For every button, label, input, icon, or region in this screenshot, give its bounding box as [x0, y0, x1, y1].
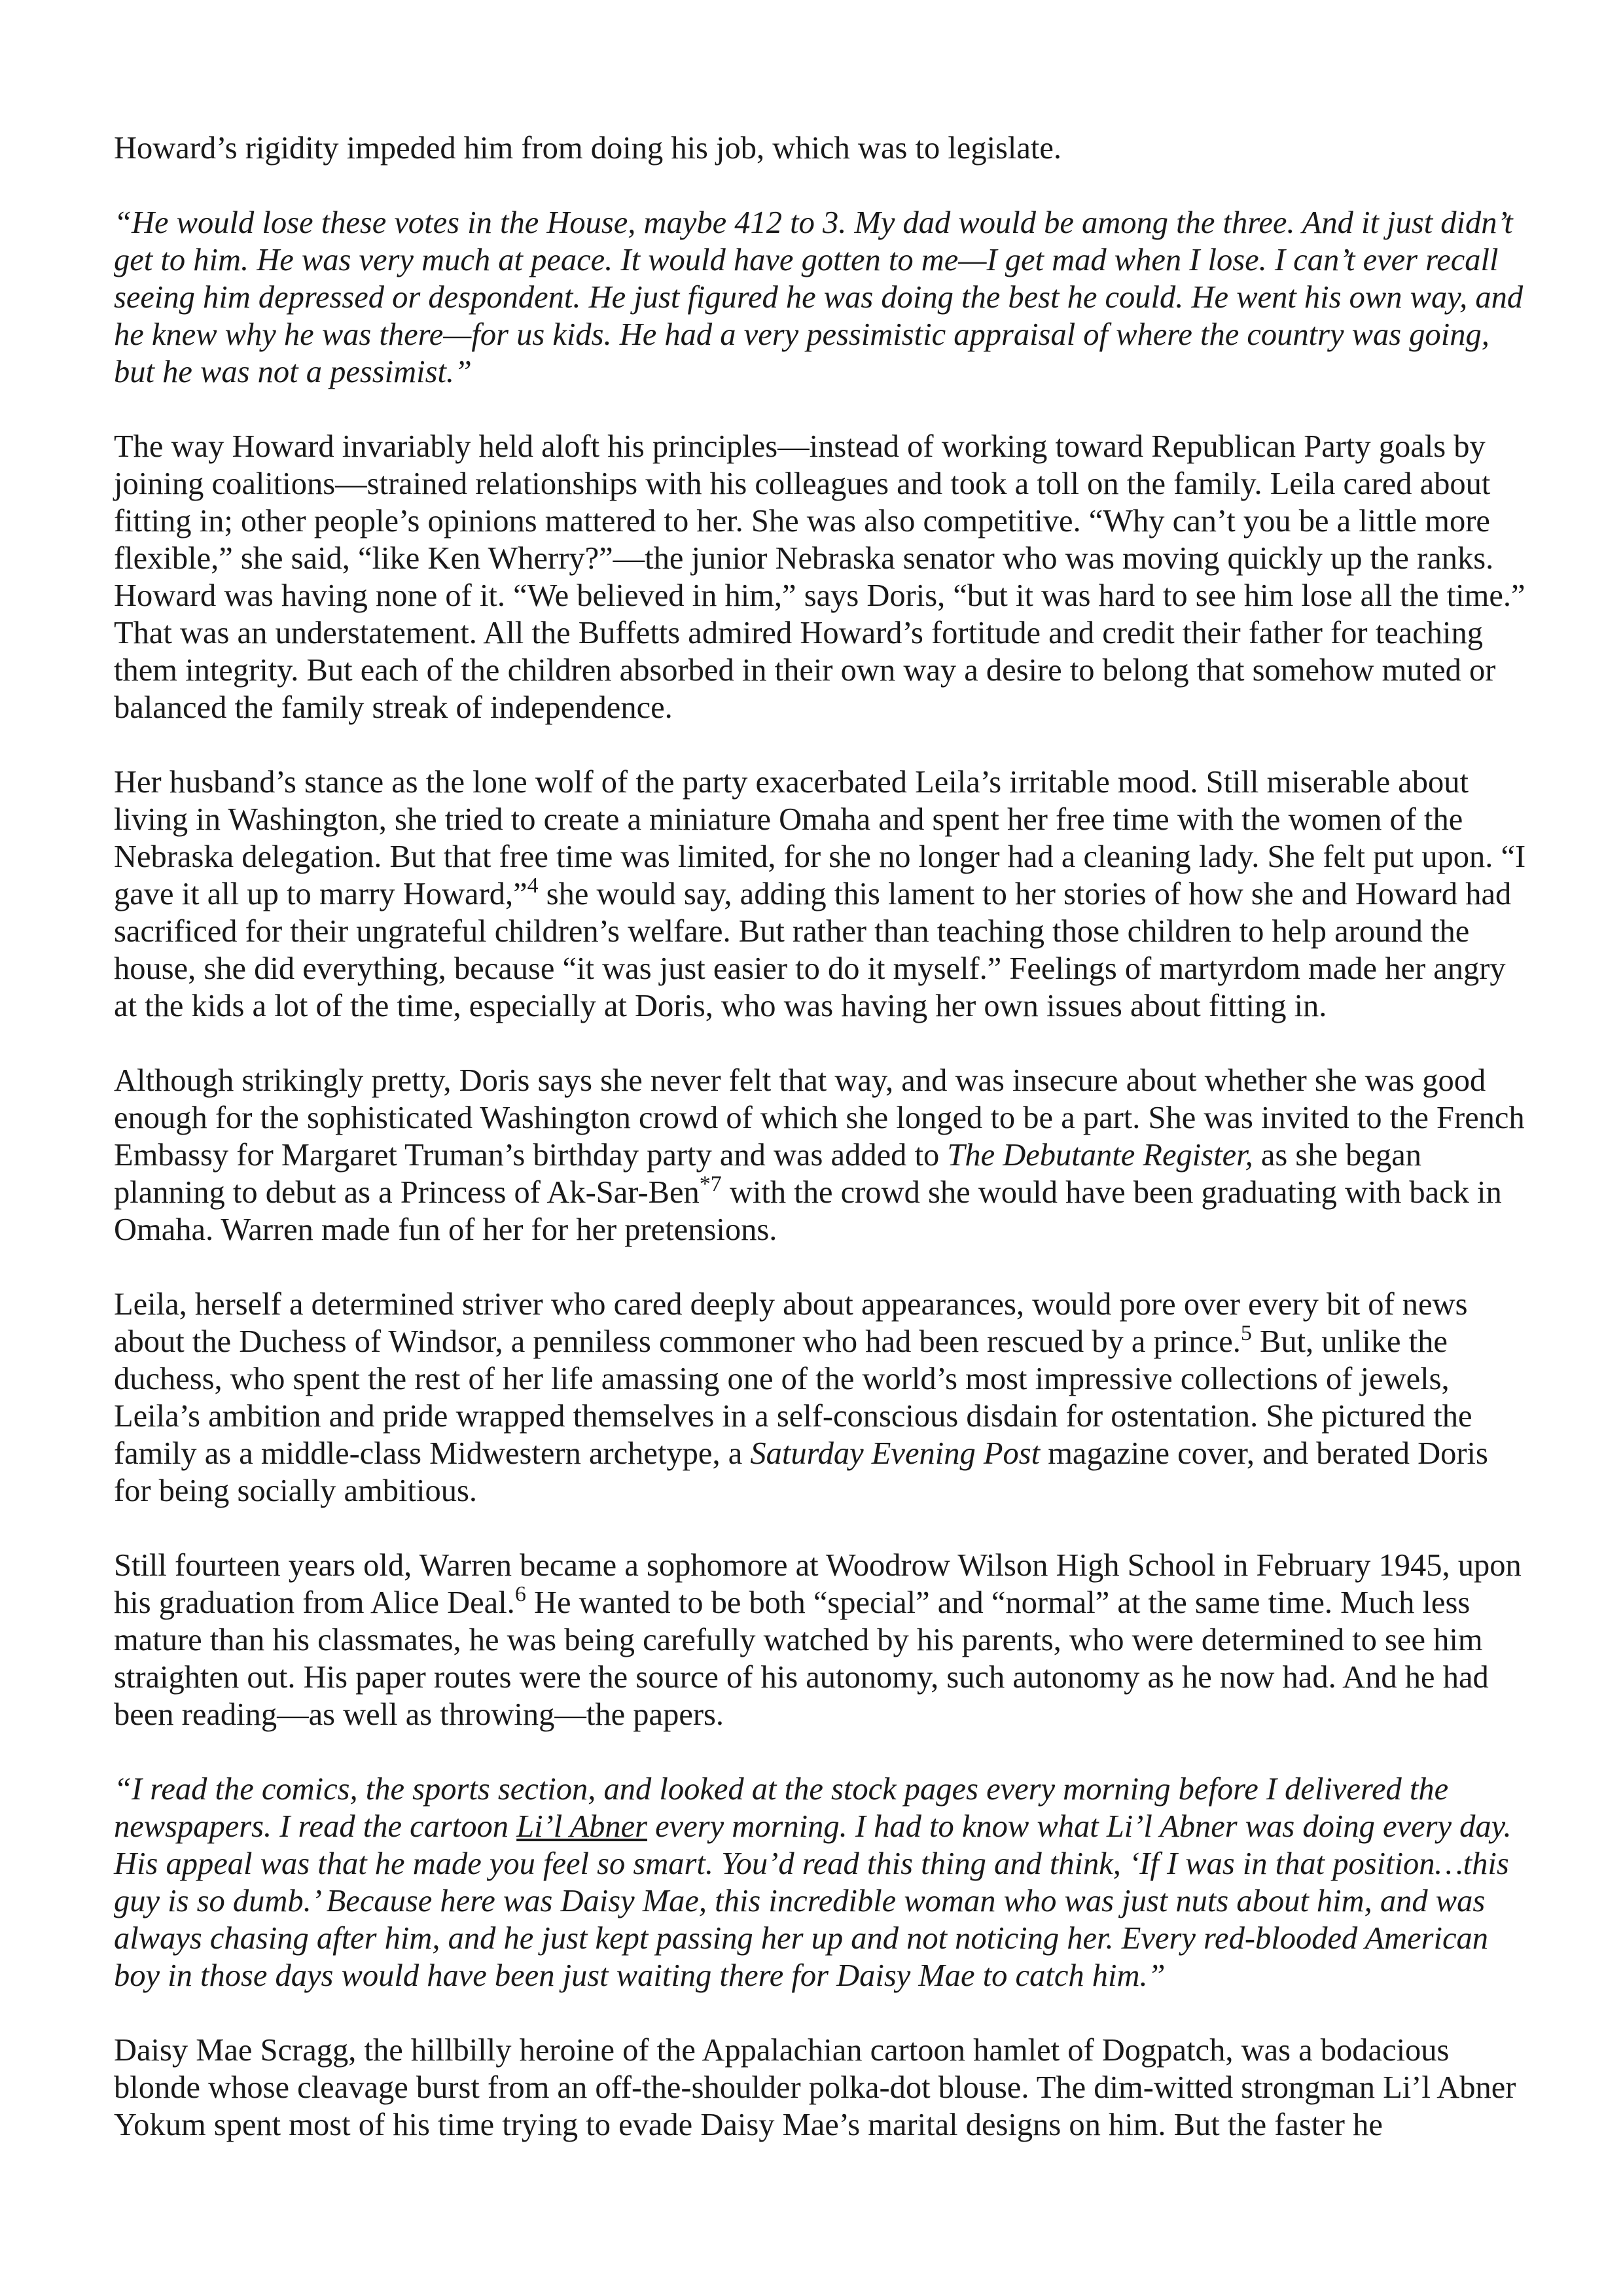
quote-paragraph-2 [114, 1771, 1527, 1994]
quote-2-text-b: every morning. I had to know what Li’l Abner was doing every day. His appeal was that he made you feel so smart. You’d read this thing and think, ‘If I was in that position…this guy is so dumb.’ Because here was Daisy Mae, this incredible woman who was just nuts about him, and was always chasing after him, and he just kept passing her up and not noticing her. Every red-blooded American boy in those days would have been just waiting there for Daisy Mae to catch him.” [114, 1809, 1512, 1993]
paragraph-4-text-b: she would say, adding this lament to her stories of how she and Howard had sacrificed for their ungrateful children’s welfare. But rather than teaching those children to help around the house, she did everything, because “it was just easier to do it myself.” Feelings of martyrdom made her angry at the kids a lot of the time, especially at Doris, who was having her own issues about fitting in. [114, 877, 1512, 1023]
document-page [114, 130, 1527, 2181]
footnote-ref-4[interactable]: 4 [527, 874, 539, 898]
paragraph-5-text-a: Although strikingly pretty, Doris says she never felt that way, and was insecure about whether she was good enough for the sophisticated Washington crowd of which she longed to be a part. She was invited to the French Embassy for Margaret Truman’s birthday party and was added to [114, 1063, 1525, 1173]
paragraph-5-text-b: as she began planning to debut as a Princess of Ak-Sar-Ben [114, 1138, 1421, 1210]
paragraph-3: The way Howard invariably held aloft his principles—instead of working toward Republican Party goals by joining coalitions—strained relationships with his colleagues and took a toll on the family. Leila cared about fitting in; other people’s opinions mattered to her. She was also competitive. “Why can’t you be a little more flexible,” she said, “like Ken Wherry?”—the junior Nebraska senator who was moving quickly up the ranks. Howard was having none of it. “We believed in him,” says Doris, “but it was hard to see him lose all the time.” That was an understatement. All the Buffetts admired Howard’s fortitude and credit their father for teaching them integrity. But each of the children absorbed in their own way a desire to belong that somehow muted or balanced the family streak of independence. [114, 429, 1525, 725]
book-title-debutante-register: The Debutante Register, [947, 1138, 1253, 1173]
quote-paragraph-1: “He would lose these votes in the House, maybe 412 to 3. My dad would be among the three. And it just didn’t get to him. He was very much at peace. It would have gotten to me—I get mad when I lose. I can’t ever recall seeing him depressed or despondent. He just figured he was doing the best he could. He went his own way, and he knew why he was there—for us kids. He had a very pessimistic appraisal of where the country was going, but he was not a pessimist.” [114, 205, 1524, 389]
paragraph-5 [114, 1062, 1527, 1248]
paragraph-9: Daisy Mae Scragg, the hillbilly heroine of the Appalachian cartoon hamlet of Dogpatch, was a bodacious blonde whose cleavage burst from an off-the-shoulder polka-dot blouse. The dim-witted strongman Li’l Abner Yokum spent most of his time trying to evade Daisy Mae’s marital designs on him. But the faster he [114, 2033, 1516, 2142]
footnote-ref-6[interactable]: 6 [514, 1582, 526, 1606]
footnote-ref-7[interactable]: *7 [699, 1172, 722, 1196]
paragraph-7-text-b: He wanted to be both “special” and “normal” at the same time. Much less mature than his classmates, he was being carefully watched by his parents, who were determined to see him straighten out. His paper routes were the source of his autonomy, such autonomy as he now had. And he had been reading—as well as throwing—the papers. [114, 1585, 1489, 1732]
paragraph-7 [114, 1547, 1527, 1733]
paragraph-1: Howard’s rigidity impeded him from doing his job, which was to legislate. [114, 131, 1062, 166]
paragraph-6-text-a: Leila, herself a determined striver who cared deeply about appearances, would pore over every bit of news about the Duchess of Windsor, a penniless commoner who had been rescued by a prince. [114, 1287, 1468, 1359]
paragraph-6 [114, 1286, 1527, 1510]
paragraph-5-text-c: with the crowd she would have been graduating with back in Omaha. Warren made fun of her for her pretensions. [114, 1175, 1502, 1247]
magazine-title-saturday-evening-post: Saturday Evening Post [750, 1436, 1041, 1471]
paragraph-7-text-a: Still fourteen years old, Warren became a sophomore at Woodrow Wilson High School in February 1945, upon his graduation from Alice Deal. [114, 1548, 1522, 1620]
paragraph-6-text-c: magazine cover, and berated Doris for being socially ambitious. [114, 1436, 1488, 1508]
footnote-ref-5[interactable]: 5 [1240, 1321, 1252, 1345]
paragraph-4-text-a: Her husband’s stance as the lone wolf of the party exacerbated Leila’s irritable mood. Still miserable about living in Washington, she tried to create a miniature Omaha and spent her free time with the women of the Nebraska delegation. But that free time was limited, for she no longer had a cleaning lady. She felt put upon. “I gave it all up to marry Howard,” [114, 765, 1526, 911]
quote-2-text-a: “I read the comics, the sports section, and looked at the stock pages every morning before I delivered the newspapers. I read the cartoon [114, 1772, 1449, 1844]
paragraph-6-text-b: But, unlike the duchess, who spent the rest of her life amassing one of the world’s most impressive collections of jewels, Leila’s ambition and pride wrapped themselves in a self-conscious disdain for ostentation. She pictured the family as a middle-class Midwestern archetype, a [114, 1324, 1472, 1471]
cartoon-title-lil-abner: Li’l Abner [516, 1809, 648, 1844]
paragraph-4 [114, 764, 1527, 1025]
